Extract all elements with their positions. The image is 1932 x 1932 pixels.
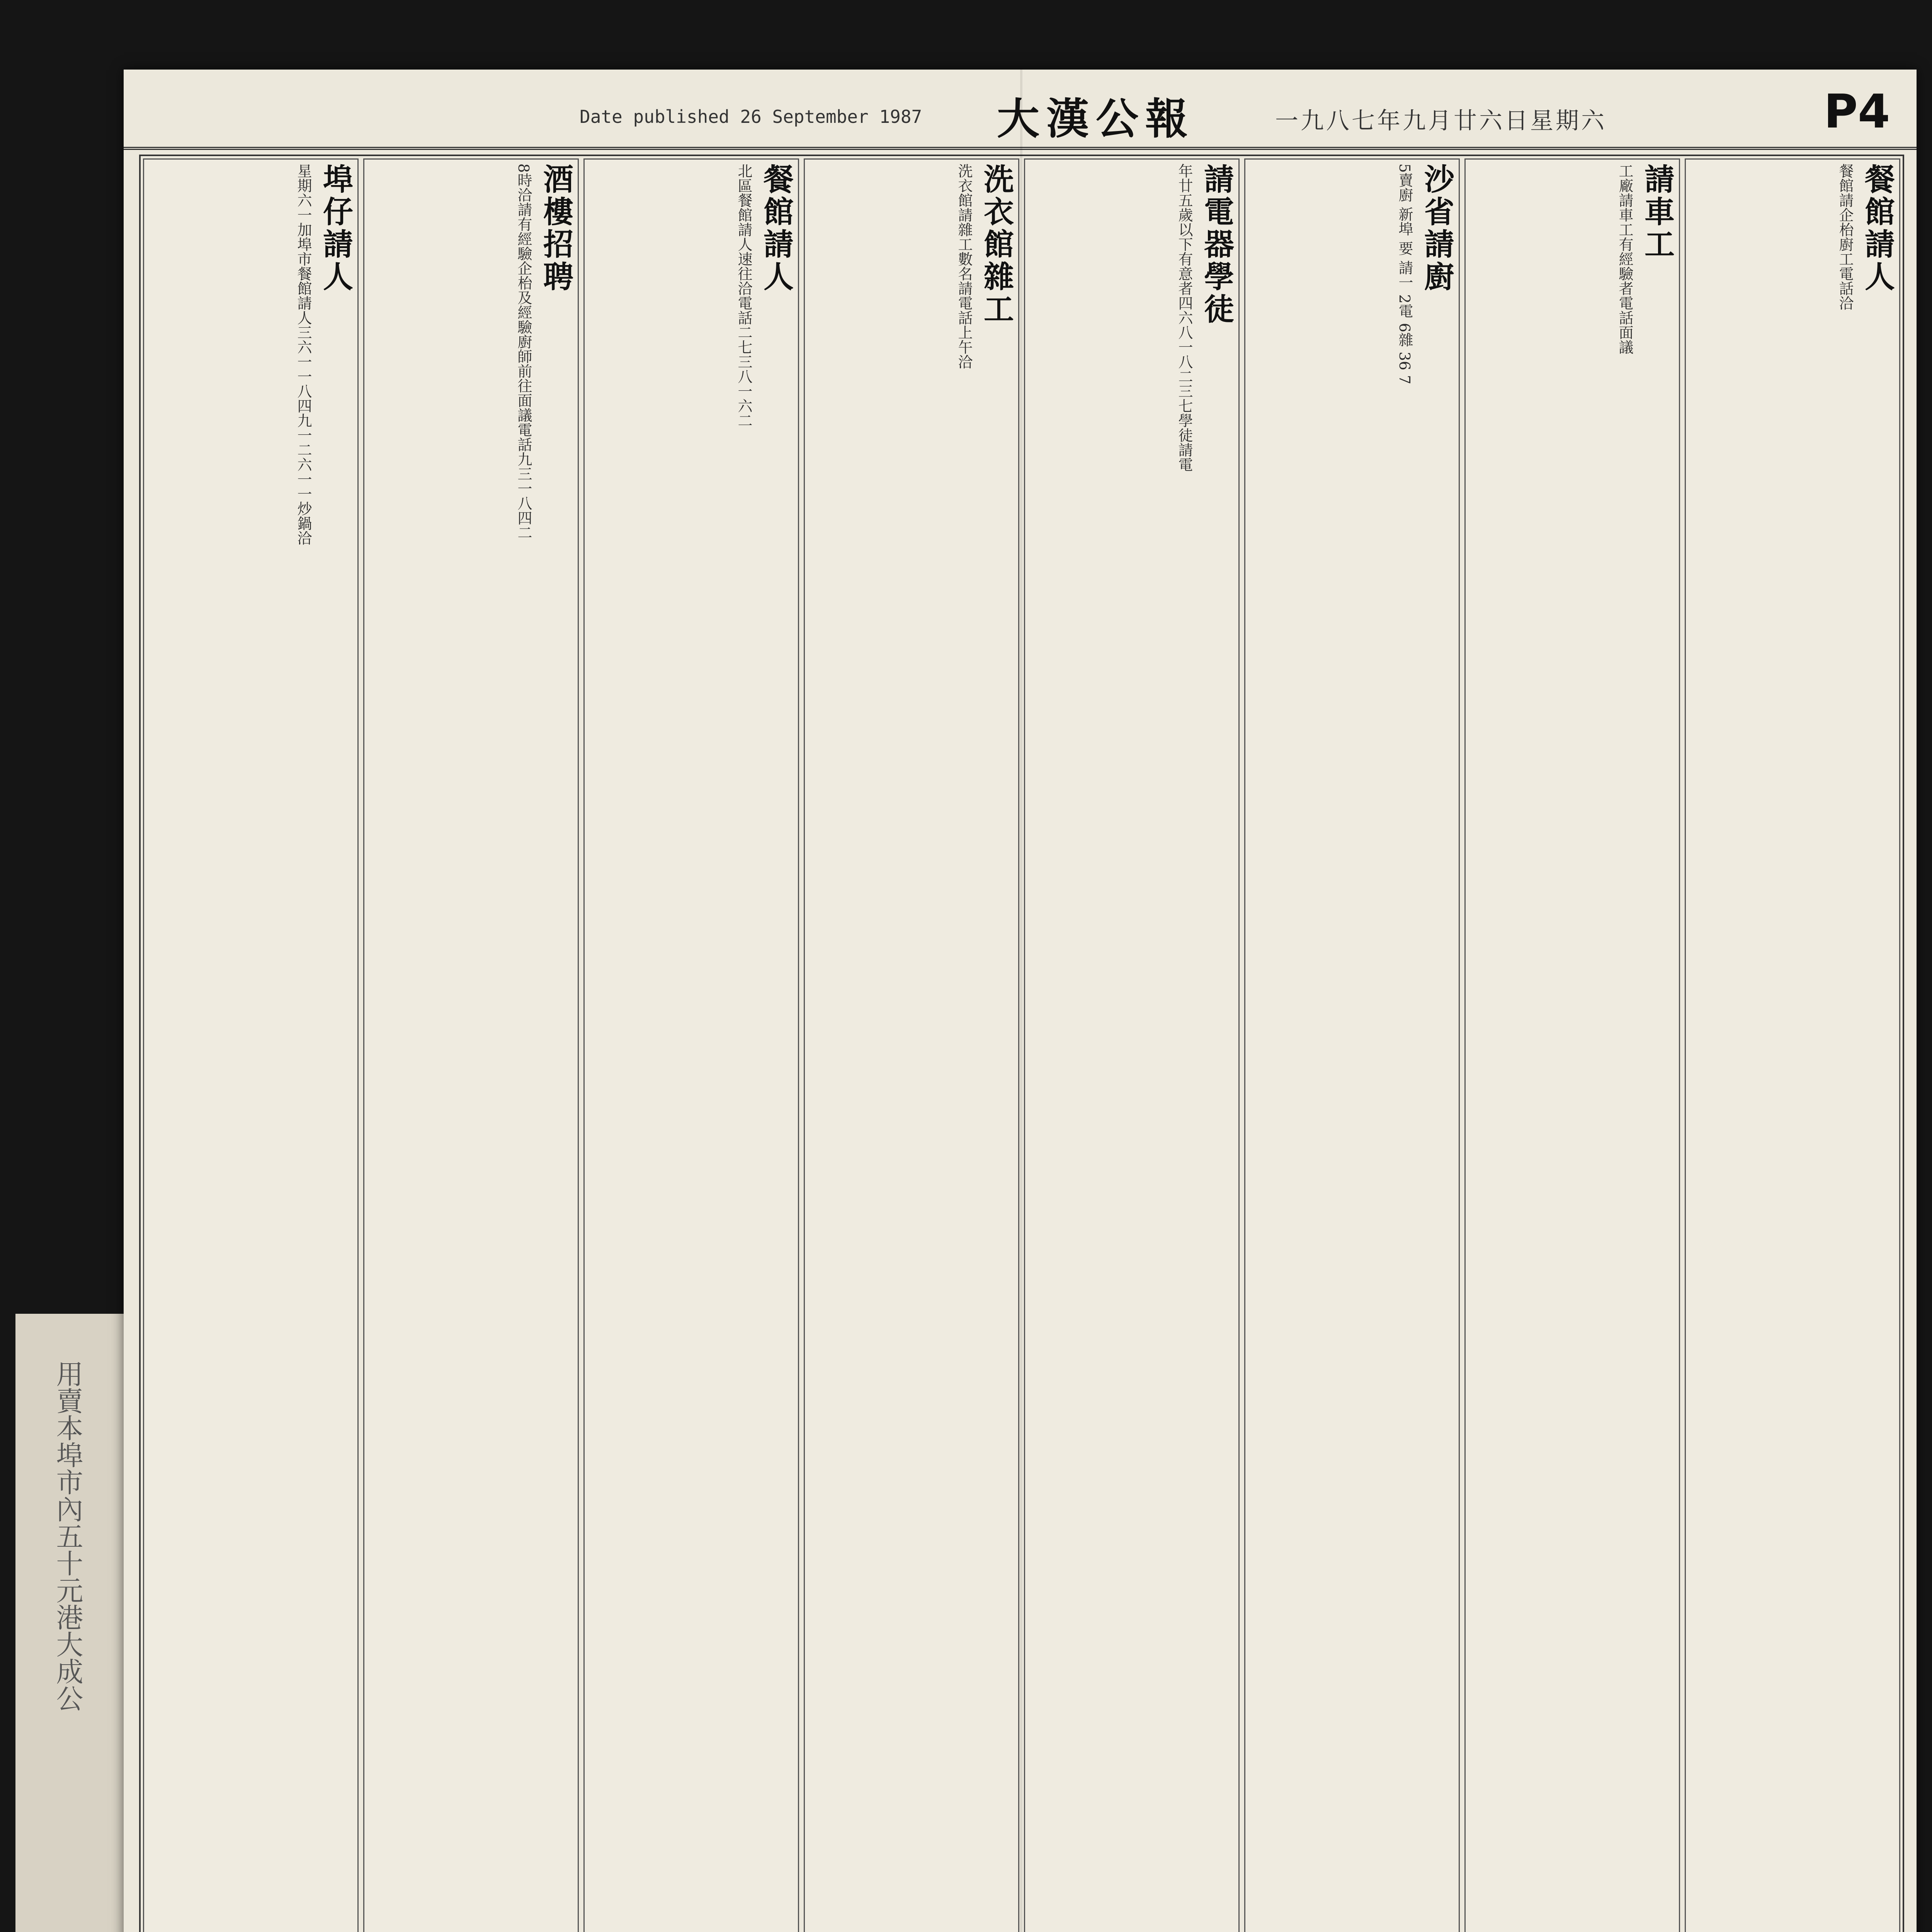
adjacent-page-edge xyxy=(15,1314,131,1932)
issue-date: 一九八七年九月廿六日星期六 xyxy=(1275,107,1607,134)
ad-body: 餐館請企枱廚工電話洽 xyxy=(1837,163,1854,310)
newspaper-title: 大漢公報 xyxy=(997,94,1195,144)
ad-body: 星期六一加埠市餐館請人三六一一八四九一二六一一炒鍋洽 xyxy=(295,163,312,545)
ad-heading: 餐館請人 xyxy=(1860,163,1895,293)
ad-body: 工廠請車工有經驗者電話面議 xyxy=(1616,163,1633,354)
ad-heading: 請電器學徒 xyxy=(1199,163,1234,326)
classified-ad xyxy=(583,158,799,1932)
date-published: Date published 26 September 1987 xyxy=(580,106,922,127)
ad-body: 5賣廚 新埠 要 請一 2電 6雜 36 7 xyxy=(1396,163,1413,384)
ad-body: 8時洽請有經驗企枱及經驗廚師前往面議電話九三一八四二 xyxy=(515,163,532,540)
classified-ad xyxy=(1024,158,1240,1932)
ad-heading: 酒樓招聘 xyxy=(538,163,573,293)
ad-heading: 沙省請廚 xyxy=(1419,163,1454,293)
classified-ad xyxy=(1464,158,1680,1932)
ad-body: 年廿五歲以下有意者四六八一八二三七學徒請電 xyxy=(1176,163,1193,472)
classified-ad xyxy=(143,158,359,1932)
page-number: P4 xyxy=(1824,85,1890,139)
classified-ad xyxy=(804,158,1019,1932)
ad-heading: 埠仔請人 xyxy=(318,163,353,293)
ad-heading: 洗衣館雜工 xyxy=(979,163,1014,326)
ad-heading: 餐館請人 xyxy=(759,163,794,293)
classified-ad xyxy=(363,158,579,1932)
ad-heading: 請車工 xyxy=(1639,163,1675,261)
classified-ad xyxy=(1244,158,1460,1932)
adjacent-page-text: 用賣本埠市內五十元港大成公 xyxy=(52,1360,83,1712)
ad-body: 洗衣館請雜工數名請電話上午洽 xyxy=(956,163,973,369)
ad-body: 北區餐館請人速往洽電話二七三八一六二 xyxy=(735,163,752,428)
classified-ad xyxy=(1685,158,1900,1932)
page-fold xyxy=(1020,70,1022,1932)
newspaper-page xyxy=(124,70,1917,1932)
